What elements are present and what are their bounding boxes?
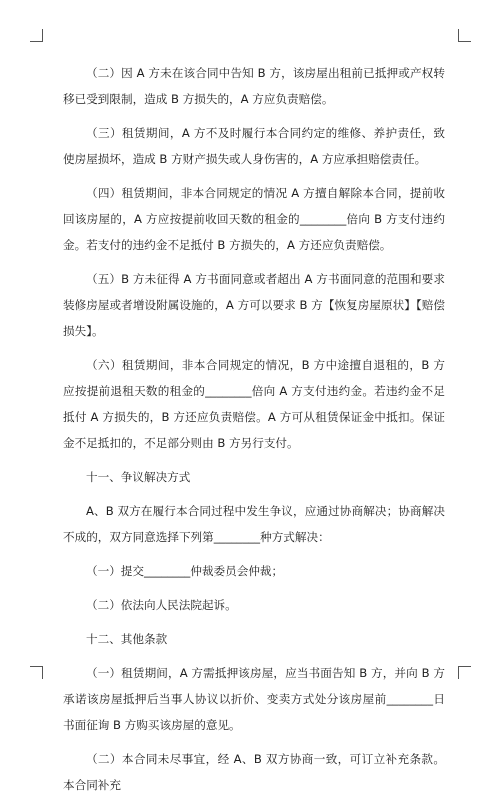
clause-paragraph: （一）提交________仲裁委员会仲裁；: [86, 564, 284, 578]
clause-paragraph: （三）租赁期间，A 方不及时履行本合同约定的维修、养护责任，致使房屋损坏，造成 B 方财产损失或人身伤害的，A 方应承担赔偿责任。: [63, 126, 445, 166]
crop-mark-bottom-left: [30, 666, 43, 679]
clause-paragraph: （六）租赁期间，非本合同规定的情况，B 方中途擅自退租的，B 方应按提前退租天数的租金的________倍向 A 方支付违约金。若违约金不足抵付 A 方损失的，B 方还应负责赔偿。A 方可从租赁保证金中抵扣。保证金不足抵扣的，不足部分则由 B 方另行支付。: [63, 358, 445, 450]
clause-paragraph: （一）租赁期间，A 方需抵押该房屋，应当书面告知 B 方，并向 B 方承诺该房屋抵押后当事人协议以折价、变卖方式处分该房屋前________日书面征询 B 方购买该房屋的意见。: [63, 666, 445, 732]
crop-mark-top-left: [30, 29, 43, 42]
clause-paragraph: A、B 双方在履行本合同过程中发生争议，应通过协商解决；协商解决不成的，双方同意选择下列第________种方式解决：: [63, 504, 445, 544]
clause-paragraph: （二）因 A 方未在该合同中告知 B 方，该房屋出租前已抵押或产权转移已受到限制，造成 B 方损失的，A 方应负责赔偿。: [63, 66, 445, 106]
clause-paragraph: （二）依法向人民法院起诉。: [86, 598, 237, 612]
crop-mark-top-right: [458, 29, 471, 42]
clause-paragraph: （五）B 方未征得 A 方书面同意或者超出 A 方书面同意的范围和要求装修房屋或者增设附属设施的，A 方可以要求 B 方【恢复房屋原状】【赔偿损失】。: [63, 272, 445, 338]
crop-mark-bottom-right: [458, 666, 471, 679]
clause-paragraph: （四）租赁期间，非本合同规定的情况 A 方擅自解除本合同，提前收回该房屋的，A 方应按提前收回天数的租金的________倍向 B 方支付违约金。若支付的违约金不足抵付 B 方损失的，A 方还应负责赔偿。: [63, 186, 445, 252]
document-page: [63, 60, 445, 806]
section-heading-11: 十一、争议解决方式: [86, 470, 191, 484]
clause-paragraph: （二）本合同未尽事宜，经 A、B 双方协商一致，可订立补充条款。本合同补充: [63, 752, 445, 792]
section-heading-12: 十二、其他条款: [86, 632, 168, 646]
